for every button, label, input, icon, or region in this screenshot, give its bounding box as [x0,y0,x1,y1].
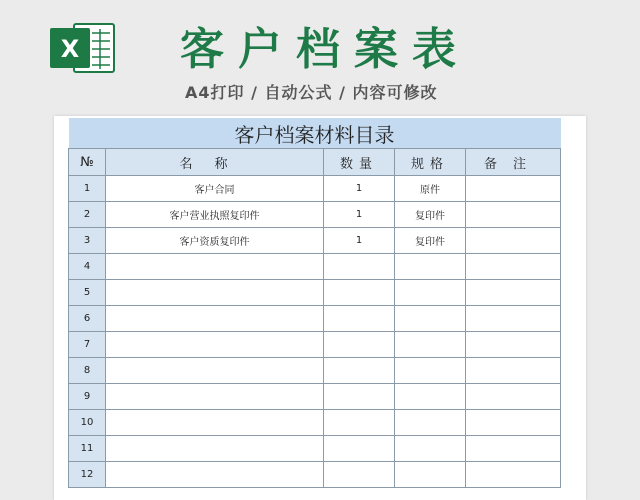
cell-spec[interactable] [395,410,466,436]
cell-note[interactable] [466,228,561,254]
cell-spec[interactable] [395,462,466,488]
cell-note[interactable] [466,384,561,410]
cell-spec[interactable]: 原件 [395,176,466,202]
table-row [69,410,561,436]
cell-note[interactable] [466,436,561,462]
cell-quantity[interactable] [324,280,395,306]
cell-quantity[interactable] [324,306,395,332]
cell-spec[interactable] [395,254,466,280]
cell-no[interactable]: 4 [69,254,106,280]
cell-name[interactable] [106,410,324,436]
cell-name[interactable]: 客户营业执照复印件 [106,202,324,228]
cell-name[interactable] [106,254,324,280]
table-row [69,332,561,358]
page-title: 客户档案表 [180,24,470,75]
column-header-name: 名称 [106,149,324,176]
column-header-no: № [69,149,106,176]
column-header-quantity: 数量 [324,149,395,176]
table-row [69,280,561,306]
cell-spec[interactable]: 复印件 [395,228,466,254]
cell-quantity[interactable] [324,410,395,436]
cell-spec[interactable] [395,280,466,306]
cell-note[interactable] [466,332,561,358]
cell-no[interactable]: 5 [69,280,106,306]
cell-name[interactable] [106,384,324,410]
cell-quantity[interactable] [324,436,395,462]
cell-quantity[interactable]: 1 [324,176,395,202]
excel-logo-icon [48,20,116,76]
column-header-note: 备注 [466,149,561,176]
table-header-row [69,149,561,176]
cell-no[interactable]: 10 [69,410,106,436]
cell-name[interactable]: 客户合同 [106,176,324,202]
cell-no[interactable]: 8 [69,358,106,384]
column-header-spec: 规格 [395,149,466,176]
page-subtitle: A4打印 / 自动公式 / 内容可修改 [185,83,438,102]
cell-note[interactable] [466,306,561,332]
cell-spec[interactable] [395,332,466,358]
cell-note[interactable] [466,280,561,306]
cell-note[interactable] [466,202,561,228]
cell-note[interactable] [466,176,561,202]
cell-no[interactable]: 1 [69,176,106,202]
cell-name[interactable] [106,280,324,306]
cell-no[interactable]: 6 [69,306,106,332]
table-caption: 客户档案材料目录 [69,118,561,149]
cell-spec[interactable] [395,384,466,410]
cell-note[interactable] [466,410,561,436]
table-row [69,306,561,332]
table-row [69,228,561,254]
cell-no[interactable]: 3 [69,228,106,254]
cell-no[interactable]: 7 [69,332,106,358]
cell-quantity[interactable] [324,384,395,410]
cell-name[interactable]: 客户资质复印件 [106,228,324,254]
cell-name[interactable] [106,332,324,358]
cell-spec[interactable] [395,358,466,384]
table-row [69,462,561,488]
table-row [69,436,561,462]
table-row [69,202,561,228]
cell-no[interactable]: 2 [69,202,106,228]
cell-name[interactable] [106,462,324,488]
cell-quantity[interactable]: 1 [324,202,395,228]
cell-quantity[interactable] [324,358,395,384]
cell-quantity[interactable] [324,462,395,488]
cell-no[interactable]: 12 [69,462,106,488]
cell-quantity[interactable] [324,254,395,280]
cell-spec[interactable] [395,436,466,462]
table-row [69,358,561,384]
table-row [69,384,561,410]
svg-text:X: X [60,35,80,63]
cell-no[interactable]: 11 [69,436,106,462]
cell-name[interactable] [106,358,324,384]
cell-note[interactable] [466,358,561,384]
page-header [0,0,640,118]
spreadsheet-sheet [54,116,586,500]
cell-quantity[interactable]: 1 [324,228,395,254]
cell-quantity[interactable] [324,332,395,358]
catalog-table [68,118,561,488]
cell-name[interactable] [106,436,324,462]
cell-spec[interactable] [395,306,466,332]
cell-name[interactable] [106,306,324,332]
cell-no[interactable]: 9 [69,384,106,410]
cell-note[interactable] [466,254,561,280]
cell-spec[interactable]: 复印件 [395,202,466,228]
table-row [69,254,561,280]
cell-note[interactable] [466,462,561,488]
table-row [69,176,561,202]
